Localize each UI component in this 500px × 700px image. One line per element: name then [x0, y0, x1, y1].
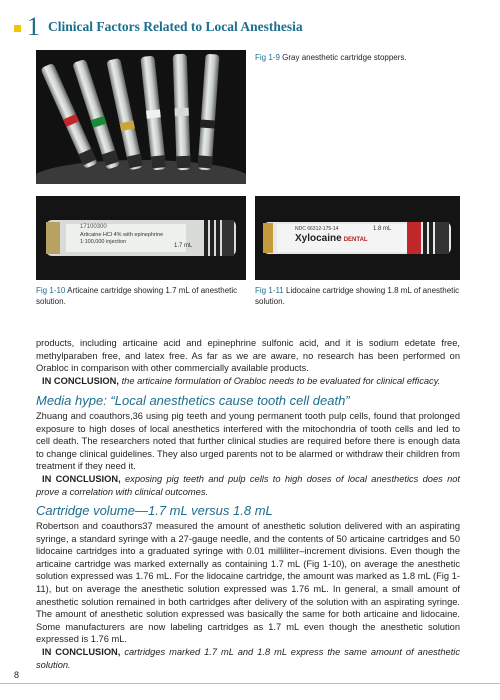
- fig-1-10-label-line1: 17100300: [80, 224, 107, 230]
- conclusion-3-text: cartridges marked 1.7 mL and 1.8 mL express the same amount of anesthetic solution.: [36, 646, 460, 670]
- conclusion-2-lead: IN CONCLUSION,: [42, 473, 121, 484]
- conclusion-1-lead: IN CONCLUSION,: [42, 375, 119, 386]
- fig-1-9-text: Gray anesthetic cartridge stoppers.: [282, 53, 407, 62]
- conclusion-1-text: the articaine formulation of Orabloc needs to be evaluated for clinical efficacy.: [121, 375, 441, 386]
- fig-1-9-caption: [255, 52, 455, 63]
- paragraph-orabloc-text: products, including articaine acid and epinephrine sulfonic acid, and it is sodium edetate free, methylparaben free, and latex free. As far as we are aware, no research has been performed on Orabloc in comparison with other commercially available products.: [36, 338, 460, 374]
- fig-1-11-label: Fig 1-11: [255, 286, 284, 295]
- heading-media-hype: Media hype: “Local anesthetics cause tooth cell death”: [36, 393, 350, 408]
- footer-rule: [0, 683, 500, 684]
- chapter-title: Clinical Factors Related to Local Anesthesia: [48, 19, 303, 34]
- conclusion-1: [36, 375, 460, 388]
- heading-cartridge-volume: Cartridge volume—1.7 mL versus 1.8 mL: [36, 503, 273, 518]
- fig-1-9-photo: [36, 50, 246, 184]
- chapter-header: [14, 12, 303, 42]
- page-number: 8: [14, 670, 20, 680]
- conclusion-2-text: exposing pig teeth and pulp cells to high doses of local anesthetics does not prove a correlation with clinical outcomes.: [36, 473, 460, 497]
- fig-1-10-label-line2: Articaine HCl 4% with epinephrine: [80, 232, 164, 238]
- conclusion-3: [36, 646, 460, 671]
- chapter-marker: [14, 25, 21, 32]
- chapter-number: 1: [27, 12, 40, 41]
- fig-1-10-label: Fig 1-10: [36, 286, 66, 295]
- fig-1-11-caption: [255, 285, 460, 307]
- fig-1-10-volume: 1.7 mL: [174, 243, 193, 249]
- paragraph-robertson-text: Robertson and coauthors37 measured the amount of anesthetic solution delivered with an aspirating syringe, a standard syringe with a 27-gauge needle, and the contents of 50 articaine cartridges and 50 lidocaine cartridges into a graduated syringe with 0.01 milliliter–increment divisions. Even though the articaine cartridge was marked externally as containing 1.7 mL (Fig 1-10), on average the anesthetic solution expressed was 1.76 mL. For the lidocaine cartridge, the amount was marked as 1.8 mL (Fig 1-11), but on average the anesthetic solution expressed was 1.76 mL. In general, a small amount of anesthetic solution remained in both cartridges after delivery of the solution with an aspirating syringe. The amount of anesthetic solution expressed was basically the same for both articaine and lidocaine. Some manufacturers are now labeling cartridges as 1.7 mL even though the anesthetic solution expressed is 1.76 mL.: [36, 521, 460, 645]
- fig-1-11-photo: [255, 196, 460, 280]
- conclusion-3-lead: IN CONCLUSION,: [42, 646, 121, 657]
- fig-1-11-brand-name: Xylocaine: [295, 233, 342, 244]
- fig-1-10-photo: [36, 196, 246, 280]
- paragraph-zhuang-text: Zhuang and coauthors,36 using pig teeth and young permanent tooth pulp cells, found that prolonged exposure to high doses of local anesthetics interfered with the mitochondria of tooth cells and led to cell death. The researchers noted that further clinical studies are required before there is enough data to change clinical guidelines. They also urged parents not to be alarmed or withdraw their children from treatment if they need it.: [36, 411, 460, 472]
- paragraph-zhuang: [36, 410, 460, 498]
- fig-1-10-text: Articaine cartridge showing 1.7 mL of anesthetic solution.: [36, 286, 238, 306]
- fig-1-9-label: Fig 1-9: [255, 53, 280, 62]
- fig-1-10-label-line3: 1:100,000 injection: [80, 239, 127, 245]
- fig-1-11-ndc: NDC 66312-175-14: [295, 226, 339, 232]
- fig-1-11-volume: 1.8 mL: [373, 226, 392, 232]
- cartridges-illustration: [36, 50, 246, 184]
- articaine-cartridge-illustration: [36, 196, 246, 280]
- fig-1-11-text: Lidocaine cartridge showing 1.8 mL of anesthetic solution.: [255, 286, 460, 306]
- paragraph-orabloc: [36, 337, 460, 387]
- paragraph-robertson: [36, 520, 460, 671]
- fig-1-11-brand-suffix: DENTAL: [343, 237, 368, 243]
- fig-1-10-caption: [36, 285, 246, 307]
- fig-1-11-brand: [295, 233, 368, 244]
- conclusion-2: [36, 473, 460, 498]
